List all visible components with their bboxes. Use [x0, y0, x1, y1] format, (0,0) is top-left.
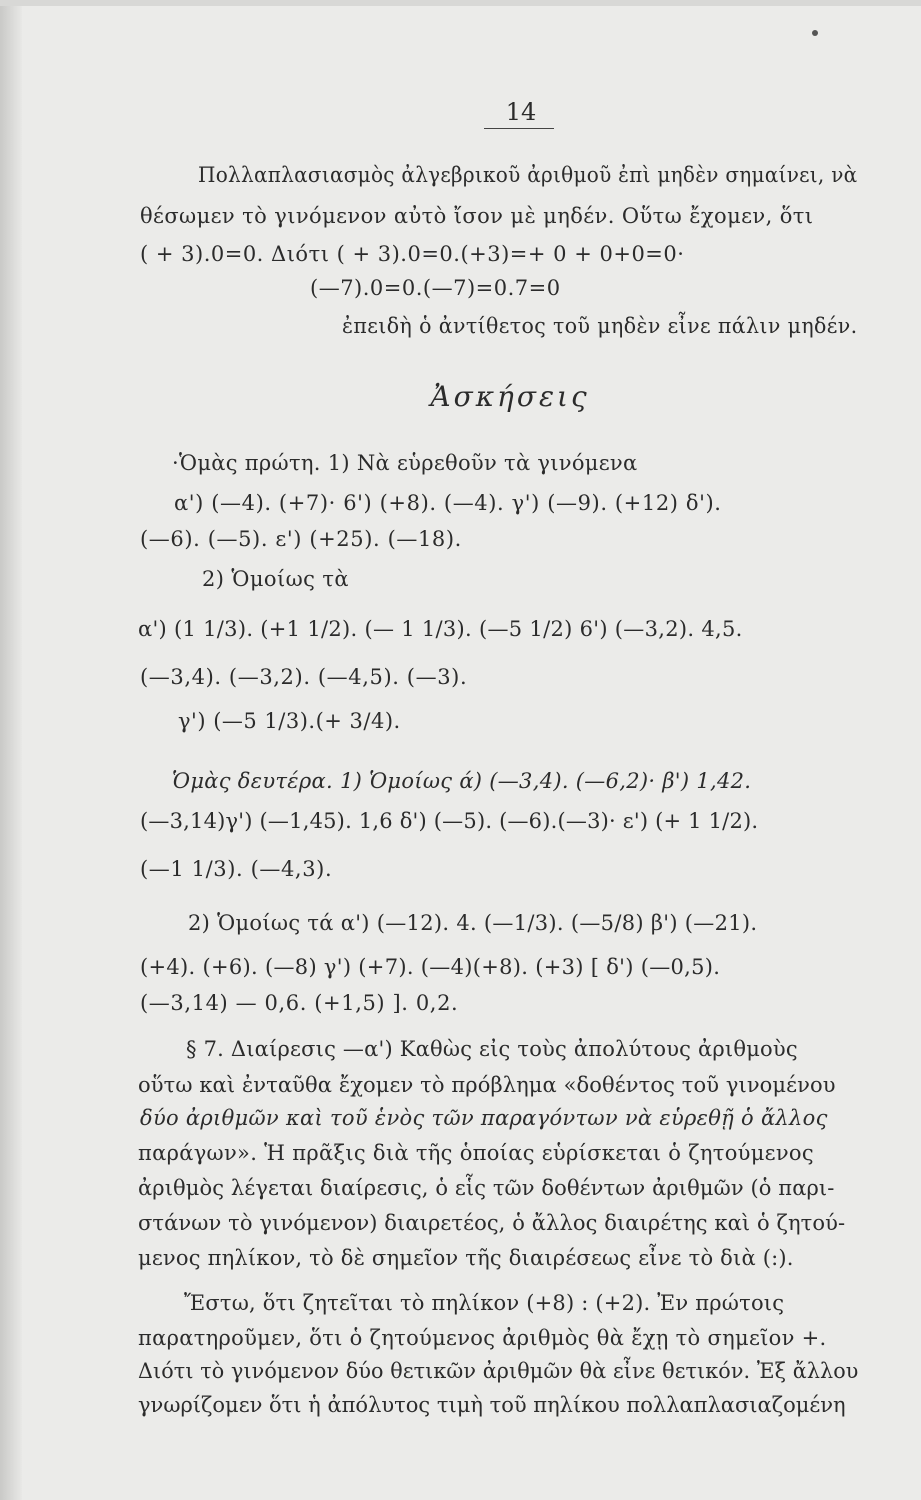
- text-line: Διότι τὸ γινόμενον δύο θετικῶν ἀριθμῶν θὰ εἶνε θετικόν. Ἐξ ἄλλου: [138, 1359, 859, 1383]
- exercise-line: (—6). (—5). ε') (+25). (—18).: [140, 527, 462, 551]
- text-line: (—7).0=0.(—7)=0.7=0: [310, 276, 561, 300]
- exercise-line: (—3,14) — 0,6. (+1,5) ]. 0,2.: [140, 991, 459, 1015]
- text-line: στάνων τὸ γινόμενον) διαιρετέος, ὁ ἄλλος διαιρέτης καὶ ὁ ζητού-: [138, 1211, 846, 1235]
- text-line: παρατηροῦμεν, ὅτι ὁ ζητούμενος ἀριθμὸς θὰ ἔχῃ τὸ σημεῖον +.: [138, 1326, 827, 1350]
- exercise-line: 2) Ὁμοίως τὰ: [202, 567, 349, 591]
- text-line: οὕτω καὶ ἐνταῦθα ἔχομεν τὸ πρόβλημα «δοθέντος τοῦ γινομένου: [138, 1073, 836, 1097]
- text-line: Ἔστω, ὅτι ζητεῖται τὸ πηλίκον (+8) : (+2). Ἐν πρώτοις: [184, 1291, 785, 1315]
- text-line: δύο ἀριθμῶν καὶ τοῦ ἑνὸς τῶν παραγόντων νὰ εὑρεθῇ ὁ ἄλλος: [140, 1106, 828, 1130]
- ink-spot: [812, 30, 818, 36]
- text-line: Πολλαπλασιασμὸς ἀλγεβρικοῦ ἀριθμοῦ ἐπὶ μηδὲν σημαίνει, νὰ: [198, 163, 858, 187]
- exercise-line: α') (—4). (+7)· 6') (+8). (—4). γ') (—9). (+12) δ').: [174, 491, 722, 515]
- exercise-line: α') (1 1/3). (+1 1/2). (— 1 1/3). (—5 1/2) 6') (—3,2). 4,5.: [138, 617, 743, 641]
- text-line: γνωρίζομεν ὅτι ἡ ἀπόλυτος τιμὴ τοῦ πηλίκου πολλαπλασιαζομένη: [138, 1393, 846, 1417]
- exercise-group-title: Ὁμὰς δευτέρα. 1) Ὁμοίως ά) (—3,4). (—6,2)· β') 1,42.: [172, 769, 752, 793]
- page-edge-shadow: [0, 0, 22, 1500]
- text-line: ἀριθμὸς λέγεται διαίρεσις, ὁ εἷς τῶν δοθέντων ἀριθμῶν (ὁ παρι-: [138, 1176, 835, 1200]
- text-line: θέσωμεν τὸ γινόμενον αὐτὸ ἴσον μὲ μηδέν. Οὕτω ἔχομεν, ὅτι: [140, 204, 814, 228]
- page-number-rule: [484, 128, 554, 129]
- text-line: παράγων». Ἡ πρᾶξις διὰ τῆς ὁποίας εὑρίσκεται ὁ ζητούμενος: [138, 1141, 814, 1165]
- exercise-line: (—3,4). (—3,2). (—4,5). (—3).: [140, 665, 468, 689]
- exercise-line: (—1 1/3). (—4,3).: [140, 857, 333, 881]
- page-number: 14: [505, 98, 537, 126]
- exercise-line: γ') (—5 1/3).(+ 3/4).: [178, 709, 401, 733]
- page-top-edge: [0, 0, 921, 6]
- section-title-line: § 7. Διαίρεσις —α') Καθὼς εἰς τοὺς ἀπολύτους ἀριθμοὺς: [186, 1037, 798, 1061]
- exercise-line: 2) Ὁμοίως τά α') (—12). 4. (—1/3). (—5/8) β') (—21).: [188, 911, 758, 935]
- exercise-group-title: ·Ὁμὰς πρώτη. 1) Νὰ εὑρεθοῦν τὰ γινόμενα: [172, 451, 638, 475]
- section-heading: Ἀσκήσεις: [430, 380, 590, 413]
- text-line: ἐπειδὴ ὁ ἀντίθετος τοῦ μηδὲν εἶνε πάλιν μηδέν.: [342, 314, 858, 338]
- exercise-line: (—3,14)γ') (—1,45). 1,6 δ') (—5). (—6).(—3)· ε') (+ 1 1/2).: [140, 809, 759, 833]
- text-line: μενος πηλίκον, τὸ δὲ σημεῖον τῆς διαιρέσεως εἶνε τὸ διὰ (:).: [138, 1246, 794, 1270]
- text-line: ( + 3).0=0. Διότι ( + 3).0=0.(+3)=+ 0 + 0+0=0·: [140, 242, 685, 266]
- exercise-line: (+4). (+6). (—8) γ') (+7). (—4)(+8). (+3) [ δ') (—0,5).: [140, 955, 721, 979]
